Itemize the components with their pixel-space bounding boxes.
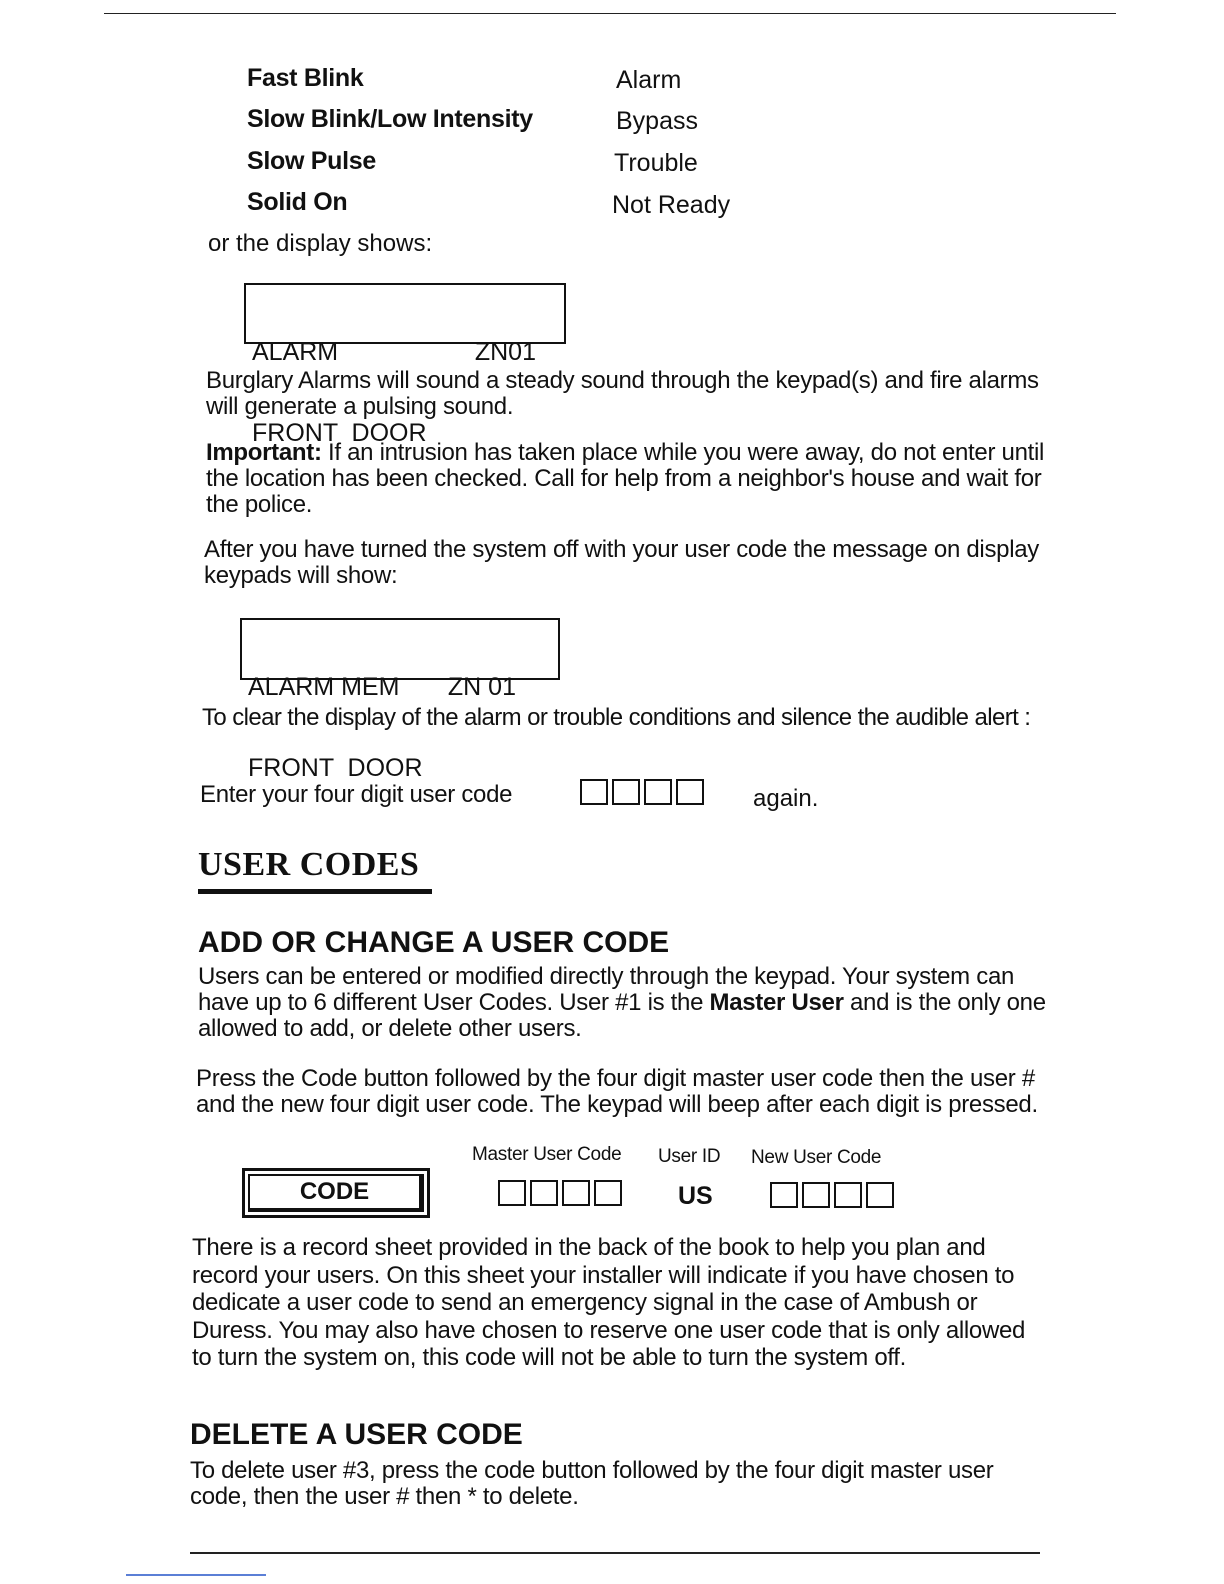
- indication-meaning-trouble: Trouble: [614, 149, 698, 177]
- para-add-change-2: Press the Code button followed by the four digit master user code then the user # and the new four digit user code. The keypad will beep after each digit is pressed.: [196, 1065, 1038, 1118]
- top-rule: [104, 13, 1116, 14]
- user-code-digit-boxes: [580, 779, 708, 805]
- para-burglary: Burglary Alarms will sound a steady sound through the keypad(s) and fire alarms will generate a pulsing sound.: [206, 367, 1039, 420]
- important-label: Important:: [206, 439, 322, 466]
- para-after: After you have turned the system off with your user code the message on display keypads will show:: [204, 536, 1039, 589]
- add-change-1-start: Users can be entered or modified directly through the keypad. Your system can have up to 6 different User Codes. User #1 is the: [198, 963, 1015, 1016]
- label-new-user-code: New User Code: [751, 1147, 882, 1168]
- master-user-bold: Master User: [709, 989, 844, 1016]
- para-add-change-1: [198, 964, 1048, 1042]
- add-change-heading: ADD OR CHANGE A USER CODE: [198, 926, 670, 959]
- digit-box: [530, 1180, 558, 1206]
- lcd-line2: FRONT DOOR: [252, 419, 427, 447]
- display-intro: or the display shows:: [208, 230, 433, 257]
- digit-box: [834, 1182, 862, 1208]
- digit-box: [802, 1182, 830, 1208]
- para-record-sheet: There is a record sheet provided in the back of the book to help you plan and record your users. On this sheet your installer will indicate if you have chosen to dedicate a user code to send an emergency signal in the case of Ambush or Duress. You may also have chosen to reserve one user code that is only allowed to turn the system on, this code will not be able to turn the system off.: [192, 1234, 1026, 1371]
- digit-box: [866, 1182, 894, 1208]
- digit-box: [644, 779, 672, 805]
- lcd-display-alarm: [244, 283, 566, 447]
- label-user-id: User ID: [658, 1146, 721, 1167]
- enter-code-text: Enter your four digit user code: [200, 781, 513, 808]
- master-code-digit-boxes: [498, 1180, 626, 1206]
- add-change-1-end: and is the only one allowed to add, or delete other users.: [198, 989, 1046, 1042]
- indication-meaning-not-ready: Not Ready: [612, 191, 731, 219]
- indication-meaning-alarm: Alarm: [616, 66, 682, 94]
- digit-box: [612, 779, 640, 805]
- para-delete: To delete user #3, press the code button followed by the four digit master user code, then the user # then * to delete.: [190, 1457, 994, 1510]
- new-code-digit-boxes: [770, 1182, 898, 1208]
- digit-box: [498, 1180, 526, 1206]
- digit-box: [594, 1180, 622, 1206]
- digit-box: [676, 779, 704, 805]
- enter-code-again: again.: [753, 785, 819, 812]
- important-text: If an intrusion has taken place while you were away, do not enter until the location has been checked. Call for help from a neighbor's house and wait for the police.: [206, 439, 1045, 518]
- lcd-display-alarm-memory: [240, 618, 560, 782]
- code-button-label: CODE: [248, 1174, 424, 1212]
- para-clear: To clear the display of the alarm or trouble conditions and silence the audible alert :: [202, 704, 1031, 731]
- indication-meaning-bypass: Bypass: [616, 107, 698, 135]
- lcd2-line1-right: ZN 01: [447, 673, 516, 701]
- user-id-us: US: [678, 1182, 713, 1210]
- digit-box: [580, 779, 608, 805]
- lcd-line1-right: ZN01: [474, 338, 536, 366]
- digit-box: [770, 1182, 798, 1208]
- indication-state-slow-blink: Slow Blink/Low Intensity: [247, 105, 533, 133]
- blue-underline-mark: [126, 1574, 266, 1576]
- indication-state-fast-blink: Fast Blink: [247, 64, 364, 92]
- indication-state-slow-pulse: Slow Pulse: [247, 147, 376, 175]
- user-codes-underline: [198, 889, 432, 894]
- lcd2-line2: FRONT DOOR: [248, 754, 423, 782]
- user-codes-heading: USER CODES: [198, 846, 420, 883]
- lcd2-line1-left: ALARM MEM: [248, 673, 400, 701]
- digit-box: [562, 1180, 590, 1206]
- code-button: [242, 1168, 430, 1218]
- lcd-line1-left: ALARM: [252, 338, 339, 366]
- indication-state-solid-on: Solid On: [247, 188, 348, 216]
- bottom-rule: [190, 1552, 1040, 1554]
- para-important: [206, 440, 1056, 518]
- label-master-user-code: Master User Code: [472, 1144, 622, 1165]
- delete-heading: DELETE A USER CODE: [190, 1418, 523, 1451]
